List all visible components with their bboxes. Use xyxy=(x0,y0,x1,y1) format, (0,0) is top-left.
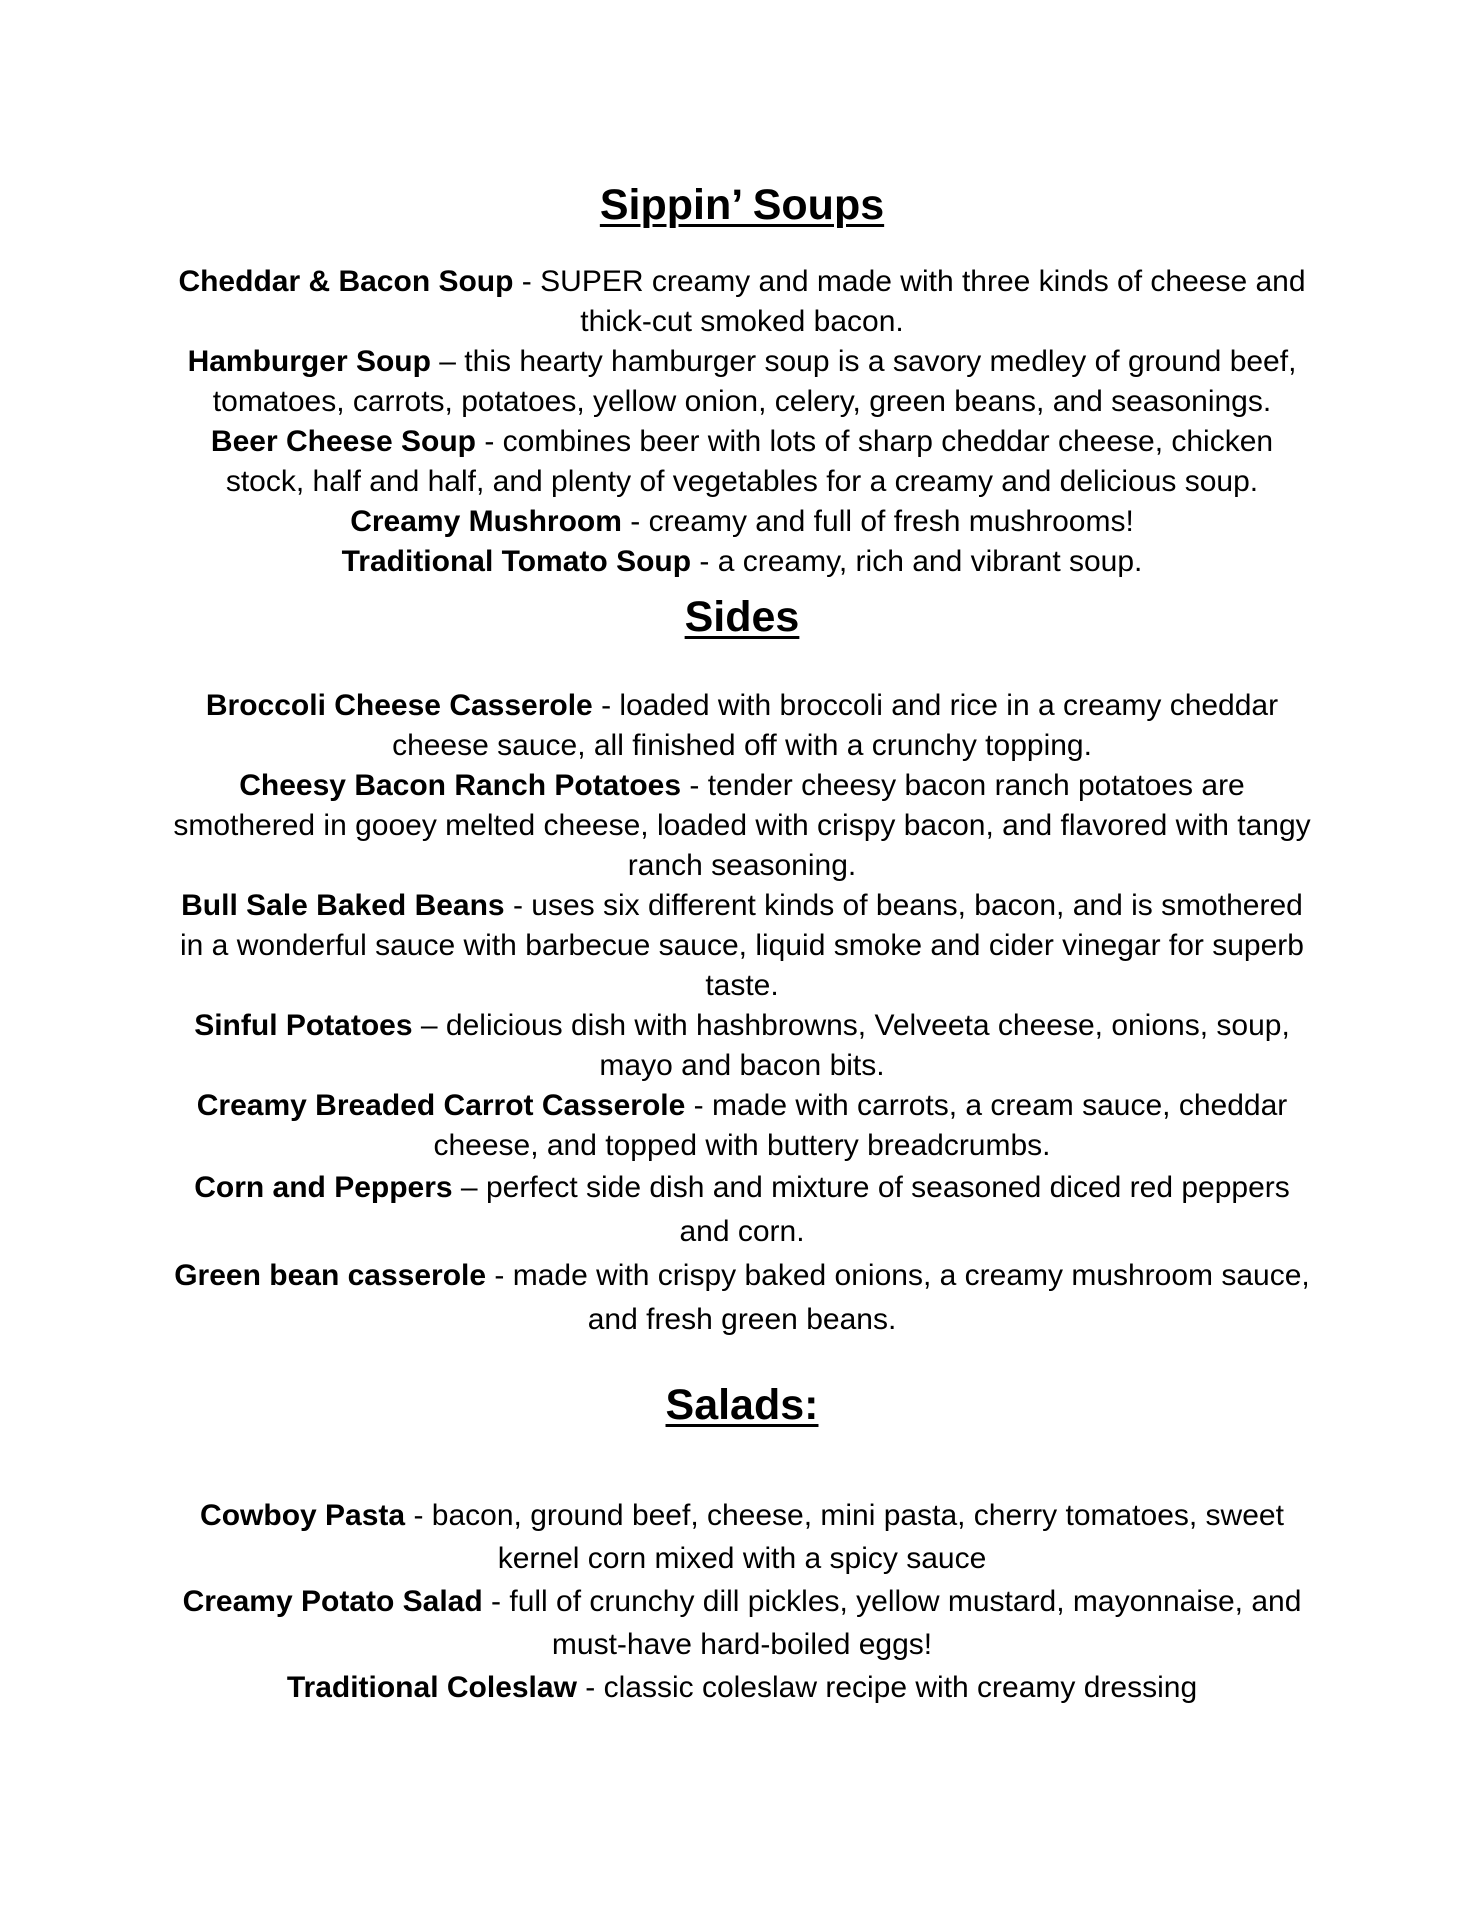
soups-heading: Sippin’ Soups xyxy=(599,181,885,229)
menu-item xyxy=(170,1166,1314,1254)
menu-item-name: Beer Cheese Soup xyxy=(210,425,476,458)
menu-item-description: made with carrots, a cream sauce, cheddar cheese, and topped with buttery breadcrumbs. xyxy=(433,1089,1288,1162)
menu-item-name: Green bean casserole xyxy=(174,1259,487,1292)
menu-item xyxy=(170,1254,1314,1342)
menu-item-name: Traditional Tomato Soup xyxy=(341,545,692,578)
menu-item xyxy=(170,686,1314,766)
salads-list xyxy=(170,1494,1314,1709)
menu-item-description: delicious dish with hashbrowns, Velveeta cheese, onions, soup, mayo and bacon bits. xyxy=(445,1009,1290,1082)
menu-item-separator: - xyxy=(685,1089,712,1122)
menu-item-name: Bull Sale Baked Beans xyxy=(181,889,505,922)
menu-item xyxy=(170,262,1314,342)
menu-item xyxy=(170,1086,1314,1166)
soups-list xyxy=(170,262,1314,582)
menu-item-description: uses six different kinds of beans, bacon, and is smothered in a wonderful sauce with barbecue sauce, liquid smoke and cider vinegar for superb taste. xyxy=(180,889,1304,1002)
sides-list xyxy=(170,686,1314,1342)
menu-item-separator: – xyxy=(412,1009,446,1042)
menu-item-name: Creamy Breaded Carrot Casserole xyxy=(196,1089,686,1122)
menu-item-separator: - xyxy=(504,889,532,922)
menu-item-name: Corn and Peppers xyxy=(194,1171,453,1204)
menu-item xyxy=(170,542,1314,582)
menu-item-name: Cheddar & Bacon Soup xyxy=(178,265,514,298)
menu-item-separator: - xyxy=(482,1585,510,1618)
menu-item-description: tender cheesy bacon ranch potatoes are smothered in gooey melted cheese, loaded with crispy bacon, and flavored with tangy ranch seasoning. xyxy=(173,769,1311,882)
menu-item-description: SUPER creamy and made with three kinds of cheese and thick-cut smoked bacon. xyxy=(540,265,1306,338)
menu-item-description: this hearty hamburger soup is a savory medley of ground beef, tomatoes, carrots, potatoes, yellow onion, celery, green beans, and seasonings. xyxy=(212,345,1297,418)
menu-item-description: a creamy, rich and vibrant soup. xyxy=(717,545,1143,578)
menu-item-name: Sinful Potatoes xyxy=(194,1009,413,1042)
menu-item-separator: – xyxy=(452,1171,486,1204)
menu-item-name: Hamburger Soup xyxy=(187,345,431,378)
soups-section xyxy=(170,178,1314,582)
menu-item xyxy=(170,1666,1314,1709)
menu-item-description: loaded with broccoli and rice in a creamy cheddar cheese sauce, all finished off with a crunchy topping. xyxy=(392,689,1279,762)
menu-item-separator: - xyxy=(405,1499,432,1532)
menu-item-name: Broccoli Cheese Casserole xyxy=(205,689,593,722)
menu-item xyxy=(170,1580,1314,1666)
menu-item-description: classic coleslaw recipe with creamy dressing xyxy=(603,1671,1198,1704)
menu-item-name: Traditional Coleslaw xyxy=(286,1671,577,1704)
menu-item xyxy=(170,766,1314,886)
menu-item xyxy=(170,342,1314,422)
menu-item-description: perfect side dish and mixture of seasoned diced red peppers and corn. xyxy=(485,1171,1290,1248)
menu-item-description: creamy and full of fresh mushrooms! xyxy=(648,505,1134,538)
menu-item-name: Cheesy Bacon Ranch Potatoes xyxy=(239,769,682,802)
menu-item-name: Cowboy Pasta xyxy=(200,1499,406,1532)
menu-item xyxy=(170,1494,1314,1580)
menu-item-separator: - xyxy=(476,425,503,458)
menu-item xyxy=(170,886,1314,1006)
menu-item-separator: - xyxy=(576,1671,604,1704)
menu-item-separator: - xyxy=(681,769,708,802)
menu-item-separator: - xyxy=(486,1259,513,1292)
menu-item-separator: - xyxy=(691,545,718,578)
menu-item-description: bacon, ground beef, cheese, mini pasta, cherry tomatoes, sweet kernel corn mixed with a spicy sauce xyxy=(431,1499,1284,1575)
menu-item-separator: – xyxy=(430,345,465,378)
menu-item-description: made with crispy baked onions, a creamy mushroom sauce, and fresh green beans. xyxy=(512,1259,1310,1336)
salads-heading: Salads: xyxy=(665,1381,819,1429)
menu-item-description: full of crunchy dill pickles, yellow mustard, mayonnaise, and must-have hard-boiled eggs! xyxy=(509,1585,1302,1661)
salads-section xyxy=(170,1378,1314,1709)
menu-item xyxy=(170,1006,1314,1086)
menu-item-name: Creamy Potato Salad xyxy=(182,1585,483,1618)
sides-section xyxy=(170,590,1314,1342)
menu-item xyxy=(170,422,1314,502)
menu-item xyxy=(170,502,1314,542)
menu-item-separator: - xyxy=(621,505,649,538)
menu-item-separator: - xyxy=(592,689,620,722)
menu-item-separator: - xyxy=(513,265,541,298)
menu-item-name: Creamy Mushroom xyxy=(350,505,622,538)
menu-item-description: combines beer with lots of sharp cheddar cheese, chicken stock, half and half, and plenty of vegetables for a creamy and delicious soup. xyxy=(225,425,1274,498)
sides-heading: Sides xyxy=(684,593,800,641)
